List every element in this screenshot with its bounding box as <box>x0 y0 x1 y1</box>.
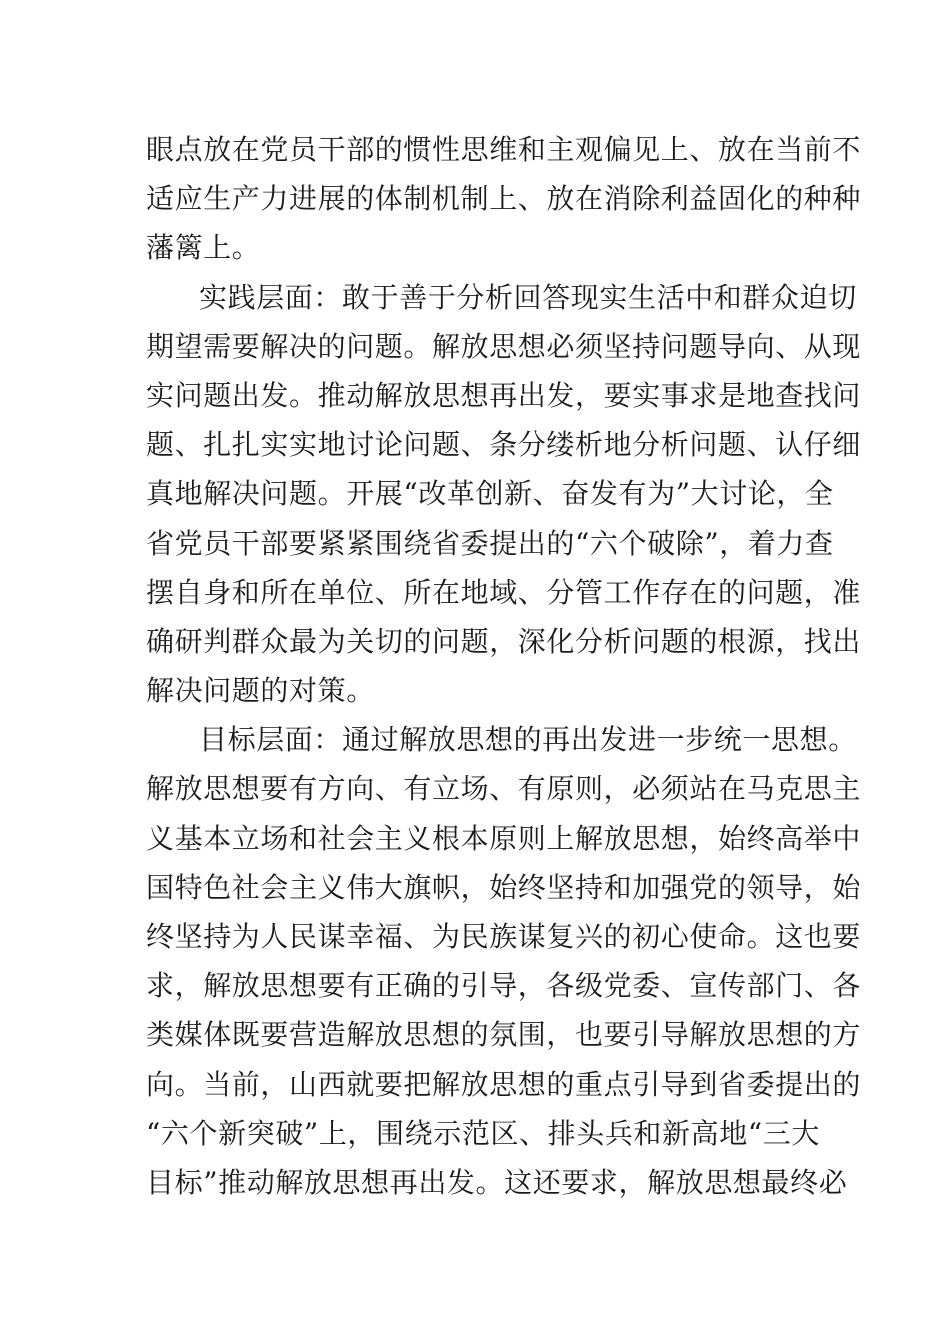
paragraph-start-line: 实践层面：敢于善于分析回答现实生活中和群众迫切 <box>199 280 857 314</box>
text-line: 求，解放思想要有正确的引导，各级党委、宣传部门、各 <box>146 969 862 1003</box>
text-line: 摆自身和所在单位、所在地域、分管工作存在的问题，准 <box>146 575 862 609</box>
text-line: 解决问题的对策。 <box>146 674 375 708</box>
body-text <box>146 125 862 1207</box>
paragraph-start-line: 目标层面：通过解放思想的再出发进一步统一思想。 <box>199 723 857 757</box>
text-line: 省党员干部要紧紧围绕省委提出的“六个破除”，着力查 <box>146 526 834 560</box>
text-line: 终坚持为人民谋幸福、为民族谋复兴的初心使命。这也要 <box>146 920 862 953</box>
text-line: 实问题出发。推动解放思想再出发，要实事求是地查找问 <box>146 378 862 412</box>
text-line: 真地解决问题。开展“改革创新、奋发有为”大讨论，全 <box>146 477 834 511</box>
text-line: “六个新突破”上，围绕示范区、排头兵和新高地“三大 <box>146 1116 820 1150</box>
text-line: 义基本立场和社会主义根本原则上解放思想，始终高举中 <box>146 821 862 855</box>
text-line: 题、扎扎实实地讨论问题、条分缕析地分析问题、认仔细 <box>146 428 862 462</box>
text-line: 确研判群众最为关切的问题，深化分析问题的根源，找出 <box>146 624 862 658</box>
text-line: 向。当前，山西就要把解放思想的重点引导到省委提出的 <box>146 1067 862 1101</box>
text-line: 藩篱上。 <box>146 231 261 265</box>
text-line: 国特色社会主义伟大旗帜，始终坚持和加强党的领导，始 <box>146 870 862 904</box>
text-line: 类媒体既要营造解放思想的氛围，也要引导解放思想的方 <box>146 1018 862 1052</box>
text-line: 适应生产力进展的体制机制上、放在消除利益固化的种种 <box>146 182 862 216</box>
text-line: 目标”推动解放思想再出发。这还要求，解放思想最终必 <box>146 1165 848 1199</box>
text-line: 期望需要解决的问题。解放思想必须坚持问题导向、从现 <box>146 329 862 363</box>
text-line: 眼点放在党员干部的惯性思维和主观偏见上、放在当前不 <box>146 133 862 166</box>
text-line: 解放思想要有方向、有立场、有原则，必须站在马克思主 <box>146 772 862 806</box>
